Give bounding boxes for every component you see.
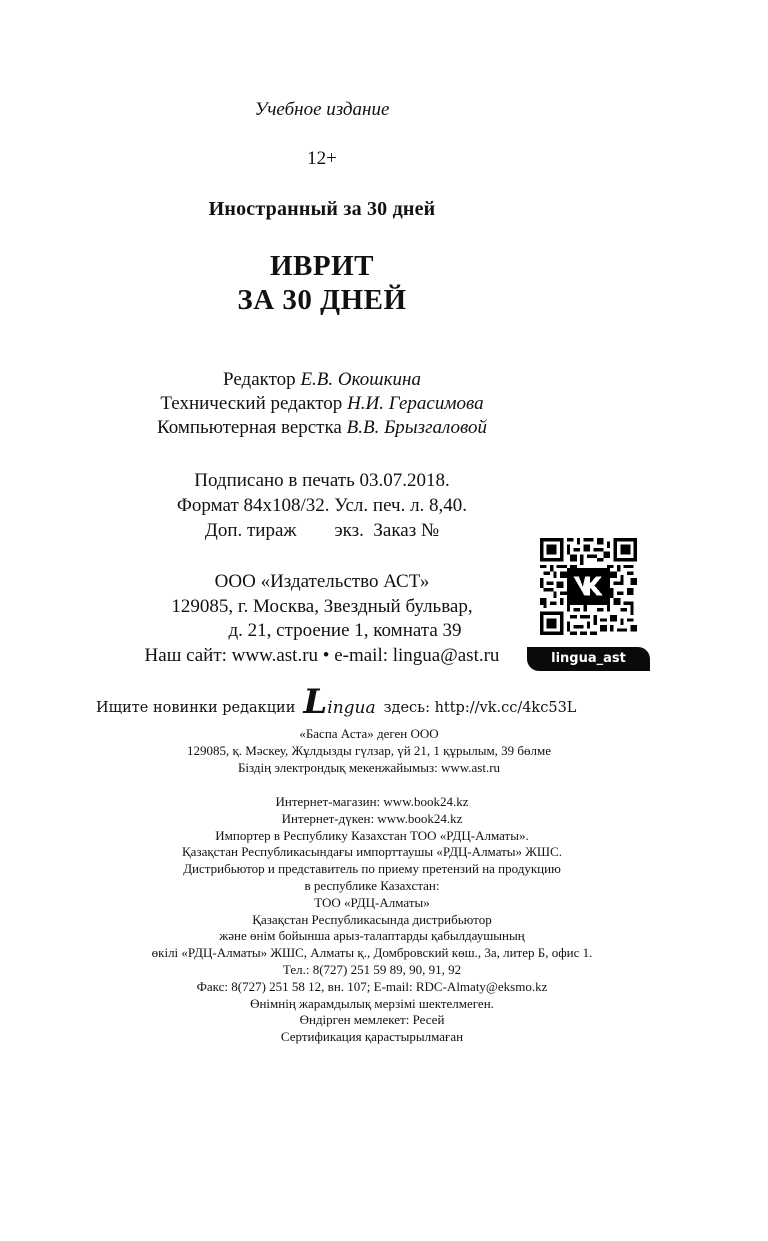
print-run: Доп. тираж экз. Заказ № <box>204 520 440 541</box>
publisher-contacts: Наш сайт: www.ast.ru • e-mail: lingua@ast.ru <box>144 644 500 666</box>
print-info <box>0 468 644 543</box>
distribution-line: өкілі «РДЦ-Алматы» ЖШС, Алматы қ., Домбровский көш., 3а, литер Б, офис 1. <box>151 945 593 961</box>
lingua-promo-link[interactable]: здесь: http://vk.cc/4kc53L <box>383 700 577 716</box>
distribution-line: Дистрибьютор и представитель по приему претензий на продукцию <box>183 861 561 877</box>
credit-person: Е.В. Окошкина <box>300 369 421 390</box>
distribution-line: ТОО «РДЦ-Алматы» <box>314 894 430 910</box>
distribution-line: в республике Казахстан: <box>304 877 440 893</box>
credit-editor <box>0 368 644 392</box>
distribution-line: Интернет-магазин: www.book24.kz <box>275 794 469 809</box>
kz-publisher-line: Біздің электрондық мекенжайымыз: www.ast.ru <box>237 759 501 775</box>
kazakh-publisher-info <box>0 726 768 776</box>
book-title <box>0 249 644 317</box>
credit-person: Н.И. Герасимова <box>347 393 484 414</box>
credit-role: Редактор <box>223 369 296 390</box>
vk-handle-label: lingua_ast <box>527 647 650 671</box>
lingua-promo-prefix: Ищите новинки редакции <box>96 700 296 716</box>
qr-code-icon[interactable] <box>540 538 637 635</box>
book-title-line-2: ЗА 30 ДНЕЙ <box>237 284 407 316</box>
credit-person: В.В. Брызгаловой <box>346 417 488 438</box>
series-title: Иностранный за 30 дней <box>208 198 436 220</box>
print-format: Формат 84x108/32. Усл. печ. л. 8,40. <box>176 495 468 516</box>
distribution-line: Қазақстан Республикасында дистрибьютор <box>252 911 492 927</box>
credit-role: Компьютерная верстка <box>156 417 342 438</box>
distribution-line: және өнім бойынша арыз-талаптарды қабылдаушының <box>219 928 525 944</box>
lingua-promo-line <box>96 682 636 722</box>
publisher-name: ООО «Издательство АСТ» <box>214 571 430 592</box>
vk-qr-block[interactable] <box>527 538 650 672</box>
kz-publisher-line: 129085, қ. Мәскеу, Жұлдызды гүлзар, үй 21, 1 құрылым, 39 бөлме <box>186 742 552 758</box>
print-signed: Подписано в печать 03.07.2018. <box>194 470 450 491</box>
credit-tech-editor <box>0 392 644 416</box>
edition-type: Учебное издание <box>254 99 390 120</box>
distribution-line: Факс: 8(727) 251 58 12, вн. 107; E-mail: RDC-Almaty@eksmo.kz <box>196 978 548 994</box>
distribution-line: Сертификация қарастырылмаған <box>280 1029 464 1045</box>
credit-role: Технический редактор <box>160 393 343 414</box>
publisher-address-2: д. 21, строение 1, комната 39 <box>228 620 462 641</box>
distribution-line: Өндірген мемлекет: Ресей <box>299 1012 445 1028</box>
distribution-info <box>0 794 768 1046</box>
distribution-line: Тел.: 8(727) 251 59 89, 90, 91, 92 <box>282 961 462 977</box>
lingua-logo: Lingua <box>303 682 376 722</box>
age-rating: 12+ <box>307 148 337 169</box>
credits <box>0 368 644 440</box>
distribution-line: Импортер в Республику Казахстан ТОО «РДЦ-Алматы». <box>215 827 529 843</box>
credit-layout <box>0 416 644 440</box>
publisher-address-1: 129085, г. Москва, Звездный бульвар, <box>171 595 473 617</box>
distribution-line: Қазақстан Республикасындағы импорттаушы «РДЦ-Алматы» ЖШС. <box>182 844 562 860</box>
kz-publisher-line: «Баспа Аста» деген ООО <box>299 726 439 741</box>
book-title-line-1: ИВРИТ <box>269 250 374 282</box>
distribution-line: Интернет-дүкен: www.book24.kz <box>281 810 463 826</box>
distribution-line: Өнімнің жарамдылық мерзімі шектелмеген. <box>250 995 494 1011</box>
